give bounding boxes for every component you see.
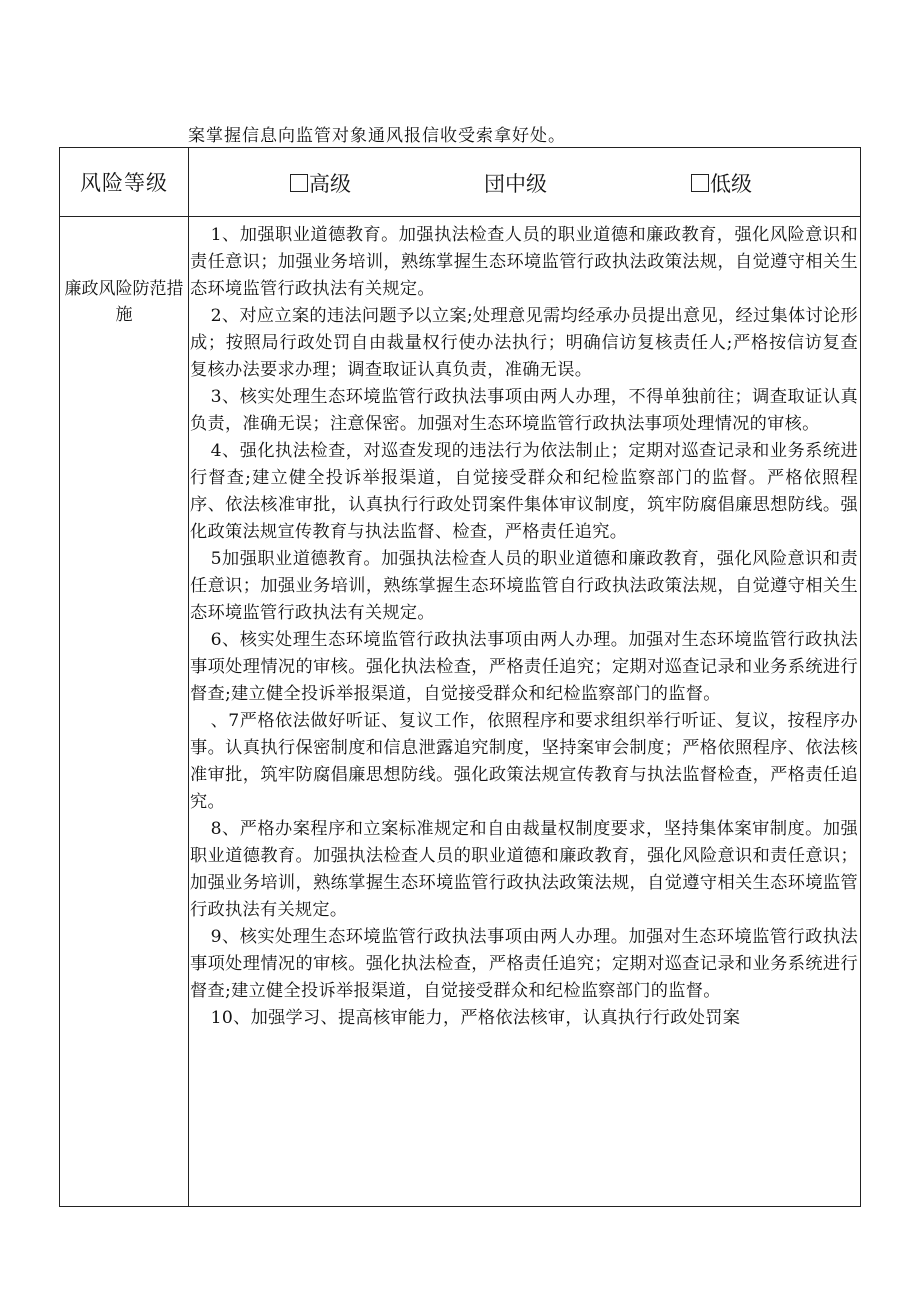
measure-item: 4、强化执法检查，对巡查发现的违法行为依法制止；定期对巡查记录和业务系统进行督查;建立健全投诉举报渠道，自觉接受群众和纪检监察部门的监督。严格依照程序、依法核准审批，认真执行行政处罚案件集体审议制度，筑牢防腐倡廉思想防线。强化政策法规宣传教育与执法监督、检查，严格责任追究。 xyxy=(190,441,858,542)
option-high-label: 高级 xyxy=(309,172,351,196)
checkbox-low[interactable] xyxy=(691,174,709,192)
risk-level-options xyxy=(189,148,861,217)
option-low-label: 低级 xyxy=(710,172,752,196)
measure-item: 3、核实处理生态环境监管行政执法事项由两人办理，不得单独前往；调查取证认真负责，准确无误；注意保密。加强对生态环境监管行政执法事项处理情况的审核。 xyxy=(190,387,858,434)
option-low[interactable] xyxy=(691,168,752,198)
checked-box-medium[interactable]: 団 xyxy=(484,172,505,196)
measures-content xyxy=(189,217,861,1207)
checkbox-high[interactable] xyxy=(290,174,308,192)
measures-row xyxy=(60,217,861,1207)
risk-level-row xyxy=(60,148,861,217)
measure-item: 6、核实处理生态环境监管行政执法事项由两人办理。加强对生态环境监管行政执法事项处理情况的审核。强化执法检查，严格责任追究；定期对巡查记录和业务系统进行督查;建立健全投诉举报渠道，自觉接受群众和纪检监察部门的监督。 xyxy=(190,630,858,704)
measure-item: 、7严格依法做好听证、复议工作，依照程序和要求组织举行听证、复议，按程序办事。认真执行保密制度和信息泄露追究制度，坚持案审会制度；严格依照程序、依法核准审批，筑牢防腐倡廉思想防线。强化政策法规宣传教育与执法监督检查，严格责任追究。 xyxy=(190,711,858,812)
option-medium[interactable] xyxy=(484,168,547,198)
measure-item: 1、加强职业道德教育。加强执法检查人员的职业道德和廉政教育，强化风险意识和责任意识；加强业务培训，熟练掌握生态环境监管行政执法政策法规，自觉遵守相关生态环境监管行政执法有关规定。 xyxy=(190,225,858,299)
option-medium-label: 中级 xyxy=(505,172,547,196)
measure-item: 8、严格办案程序和立案标准规定和自由裁量权制度要求，坚持集体案审制度。加强职业道德教育。加强执法检查人员的职业道德和廉政教育，强化风险意识和责任意识；加强业务培训，熟练掌握生态环境监管行政执法政策法规，自觉遵守相关生态环境监管行政执法有关规定。 xyxy=(190,819,858,920)
risk-table xyxy=(59,147,861,1207)
header-text: 案掌握信息向监管对象通风报信收受索拿好处。 xyxy=(188,126,566,146)
risk-level-label: 风险等级 xyxy=(60,148,189,217)
measure-item: 2、对应立案的违法问题予以立案;处理意见需均经承办员提出意见，经过集体讨论形成；按照局行政处罚自由裁量权行使办法执行；明确信访复核责任人;严格按信访复查复核办法要求办理；调查取证认真负责，准确无误。 xyxy=(190,306,858,380)
measures-label: 廉政风险防范措施 xyxy=(60,217,189,1207)
measure-item: 5加强职业道德教育。加强执法检查人员的职业道德和廉政教育，强化风险意识和责任意识；加强业务培训，熟练掌握生态环境监管自行政执法政策法规，自觉遵守相关生态环境监管行政执法有关规定。 xyxy=(190,549,858,623)
option-high[interactable] xyxy=(290,168,351,198)
measure-item: 9、核实处理生态环境监管行政执法事项由两人办理。加强对生态环境监管行政执法事项处理情况的审核。强化执法检查，严格责任追究；定期对巡查记录和业务系统进行督查;建立健全投诉举报渠道，自觉接受群众和纪检监察部门的监督。 xyxy=(190,927,858,1001)
measure-item: 10、加强学习、提高核审能力，严格依法核审，认真执行行政处罚案 xyxy=(210,1008,741,1028)
